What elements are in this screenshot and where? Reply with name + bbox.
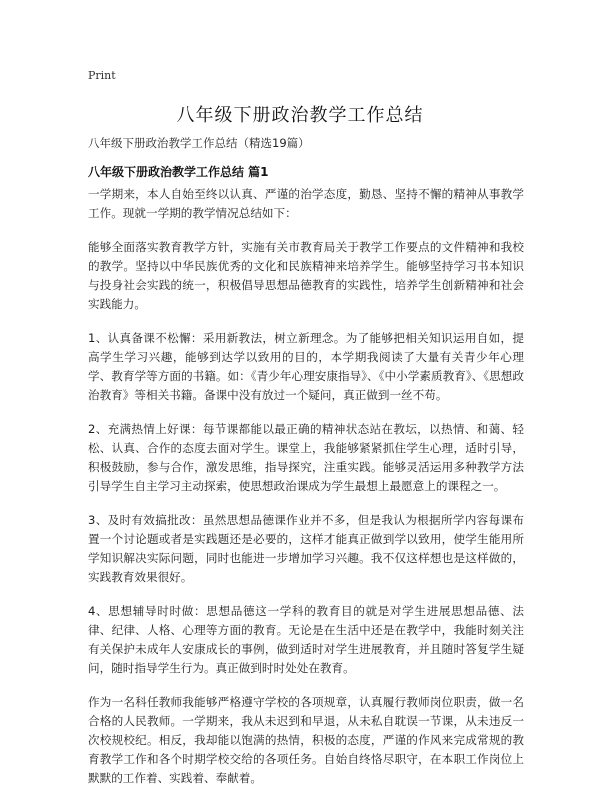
document-body bbox=[88, 185, 524, 803]
print-label: Print bbox=[88, 69, 116, 82]
section-heading: 八年级下册政治教学工作总结 篇1 bbox=[88, 165, 269, 179]
paragraph-intro: 一学期来，本人自始至终以认真、严谨的治学态度，勤恳、坚持不懈的精神从事教学工作。现就一学期的教学情况总结如下： bbox=[88, 187, 524, 220]
paragraph-lesson-prep: 1、认真备课不松懈：采用新教法，树立新理念。为了能够把相关知识运用自如，提高学生学习兴趣，能够到达学以致用的目的，本学期我阅读了大量有关青少年心理学、教育学等方面的书籍。如：《青少年心理安康指导》、《中小学素质教育》、《思想政治教育》等相关书籍。备课中没有放过一个疑问，真正做到一丝不苟。 bbox=[88, 331, 524, 402]
paragraph-grading: 3、及时有效搞批改：虽然思想品德课作业并不多，但是我认为根据所学内容每课布置一个讨论题或者是实践题还是必要的，这样才能真正做到学以致用，使学生能用所学知识解决实际问题，同时也能进一步增加学习兴趣。我不仅这样想也是这样做的，实践教育效果很好。 bbox=[88, 513, 524, 584]
paragraph-conduct: 作为一名科任教师我能够严格遵守学校的各项规章，认真履行教师岗位职责，做一名合格的人民教师。一学期来，我从未迟到和早退，从未私自耽误一节课，从未违反一次校规校纪。相反，我却能以饱满的热情，积极的态度，严谨的作风来完成常规的教育教学工作和各个时期学校交给的各项任务。自始自终恪尽职守，在本职工作岗位上默默的工作着、实践着、奉献着。 bbox=[88, 695, 524, 785]
paragraph-guidance: 4、思想辅导时时做：思想品德这一学科的教育目的就是对学生进展思想品德、法律、纪律、人格、心理等方面的教育。无论是在生活中还是在教学中，我能时刻关注有关保护未成年人安康成长的事例，做到适时对学生进展教育，并且随时答复学生疑问，随时指导学生行为。真正做到时时处处在教育。 bbox=[88, 604, 524, 675]
paragraph-teaching: 2、充满热情上好课：每节课都能以最正确的精神状态站在教坛，以热情、和蔼、轻松、认真、合作的态度去面对学生。课堂上，我能够紧紧抓住学生心理，适时引导，积极鼓励，参与合作，激发思维，指导探究，注重实践。能够灵活运用多种教学方法引导学生自主学习主动探索，使思想政治课成为学生最想上最愿意上的课程之一。 bbox=[88, 422, 524, 493]
document-subtitle: 八年级下册政治教学工作总结（精选19篇） bbox=[88, 136, 310, 150]
paragraph-policy: 能够全面落实教育教学方针，实施有关市教育局关于教学工作要点的文件精神和我校的教学。坚持以中华民族优秀的文化和民族精神来培养学生。能够坚持学习书本知识与投身社会实践的统一，积极倡导思想品德教育的实践性，培养学生创新精神和社会实践能力。 bbox=[88, 240, 524, 311]
document-title: 八年级下册政治教学工作总结 bbox=[176, 105, 424, 126]
